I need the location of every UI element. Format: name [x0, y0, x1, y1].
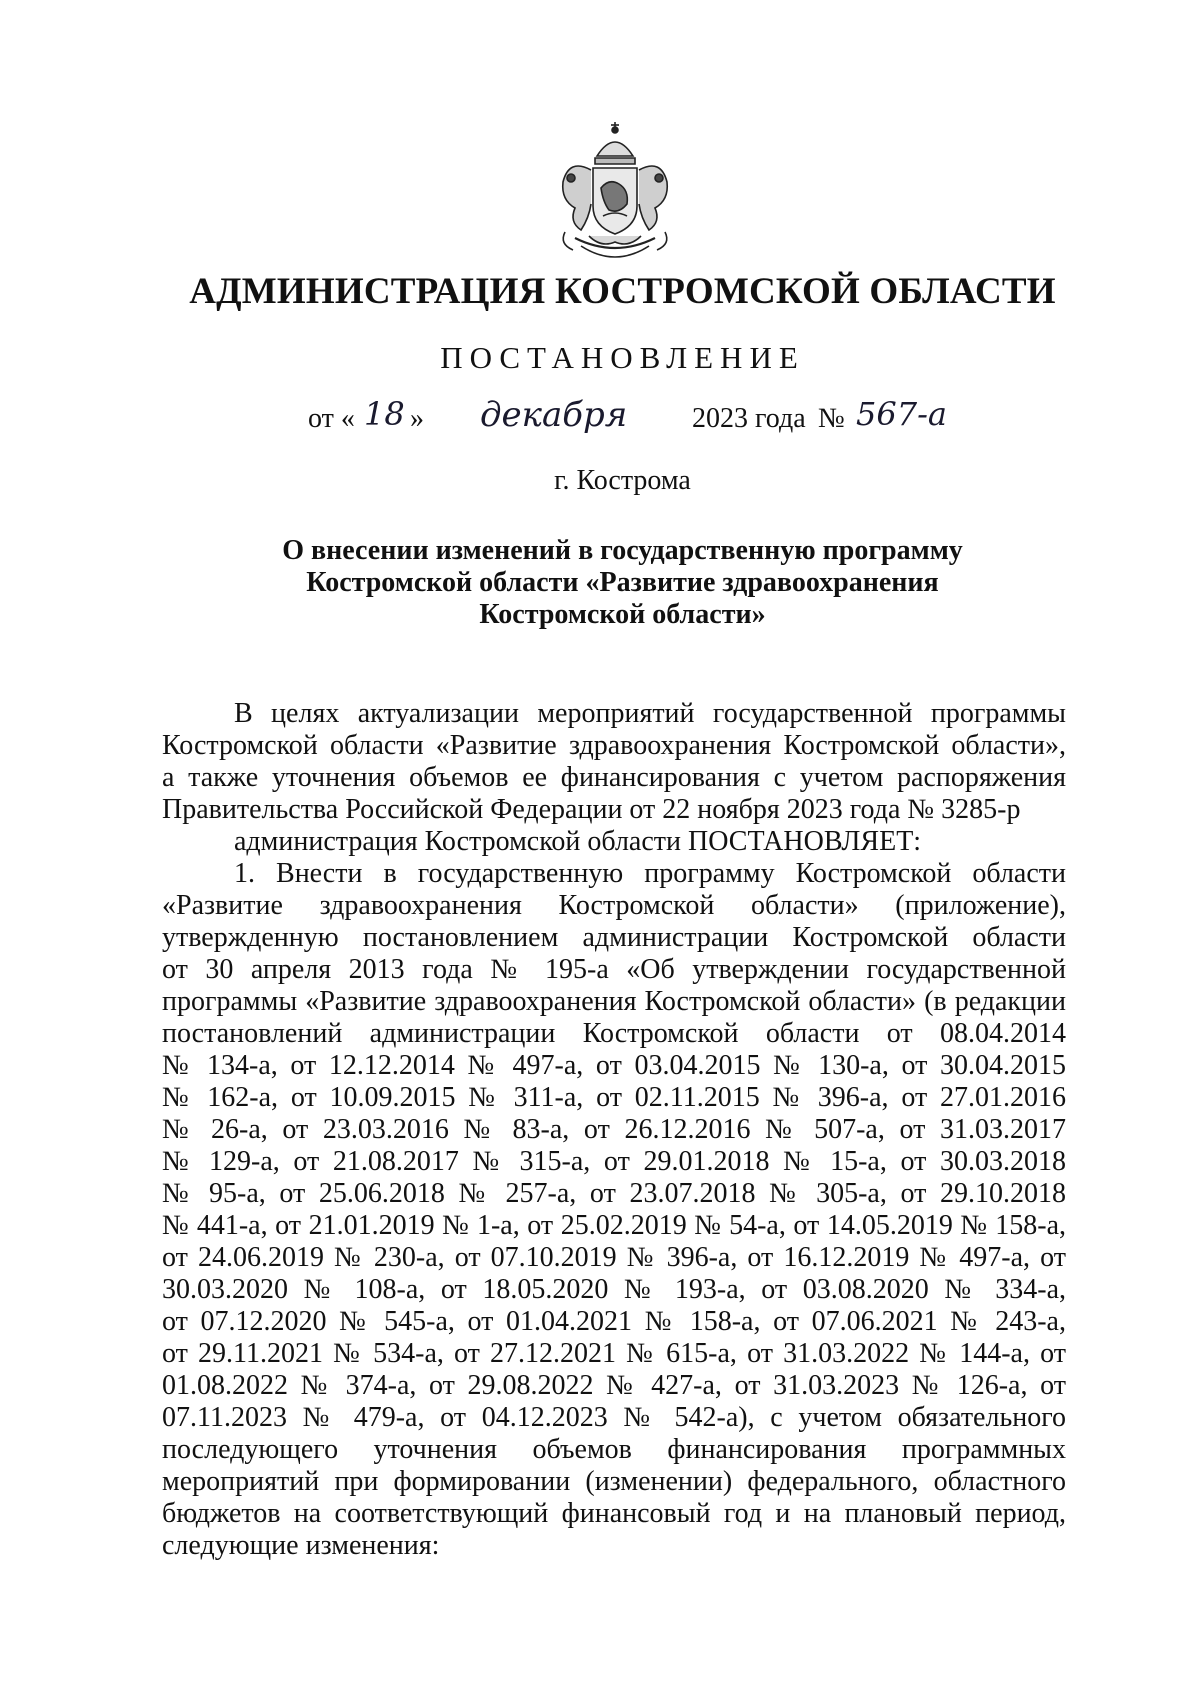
body-line: № 95-а, от 25.06.2018 № 257-а, от 23.07.2018 № 305-а, от 29.10.2018	[162, 1178, 1066, 1209]
document-subject	[0, 535, 1200, 631]
body-line: Правительства Российской Федерации от 22 ноября 2023 года № 3285-р	[162, 794, 1021, 825]
city: г. Кострома	[554, 465, 691, 496]
body-line: последующего уточнения объемов финансирования программных	[162, 1434, 1066, 1465]
body-line: 30.03.2020 № 108-а, от 18.05.2020 № 193-а, от 03.08.2020 № 334-а,	[162, 1274, 1066, 1305]
organization-title: АДМИНИСТРАЦИЯ КОСТРОМСКОЙ ОБЛАСТИ	[189, 271, 1056, 312]
document-type: ПОСТАНОВЛЕНИЕ	[440, 340, 805, 375]
document-number: 567-а	[856, 395, 947, 433]
body-line: 01.08.2022 № 374-а, от 29.08.2022 № 427-а, от 31.03.2023 № 126-а, от	[162, 1370, 1066, 1401]
body-line: а также уточнения объемов ее финансирования с учетом распоряжения	[162, 762, 1066, 793]
body-line: от 30 апреля 2013 года № 195-а «Об утверждении государственной	[162, 954, 1066, 985]
date-year: 2023 года	[692, 403, 806, 434]
coat-of-arms-icon	[545, 118, 685, 278]
body-line: № 26-а, от 23.03.2016 № 83-а, от 26.12.2016 № 507-а, от 31.03.2017	[162, 1114, 1066, 1145]
body-line: от 07.12.2020 № 545-а, от 01.04.2021 № 158-а, от 07.06.2021 № 243-а,	[162, 1306, 1066, 1337]
date-day: 18	[364, 395, 405, 433]
body-line: Костромской области «Развитие здравоохранения Костромской области»,	[162, 730, 1066, 761]
body-line: № 441-а, от 21.01.2019 № 1-а, от 25.02.2019 № 54-а, от 14.05.2019 № 158-а,	[162, 1210, 1066, 1241]
body-line: № 134-а, от 12.12.2014 № 497-а, от 03.04.2015 № 130-а, от 30.04.2015	[162, 1050, 1066, 1081]
body-line: В целях актуализации мероприятий государственной программы	[234, 698, 1066, 729]
body-line: утвержденную постановлением администрации Костромской области	[162, 922, 1066, 953]
body-line: постановлений администрации Костромской области от 08.04.2014	[162, 1018, 1066, 1049]
body-line: бюджетов на соответствующий финансовый год и на плановый период,	[162, 1498, 1066, 1529]
subject-line: Костромской области «Развитие здравоохранения	[306, 567, 939, 598]
date-day-close: »	[410, 403, 424, 434]
body-line: 07.11.2023 № 479-а, от 04.12.2023 № 542-а), с учетом обязательного	[162, 1402, 1066, 1433]
body-line: мероприятий при формировании (изменении) федерального, областного	[162, 1466, 1066, 1497]
body-line: от 24.06.2019 № 230-а, от 07.10.2019 № 396-а, от 16.12.2019 № 497-а, от	[162, 1242, 1066, 1273]
body-line: администрация Костромской области ПОСТАНОВЛЯЕТ:	[234, 826, 922, 857]
body-line: от 29.11.2021 № 534-а, от 27.12.2021 № 615-а, от 31.03.2022 № 144-а, от	[162, 1338, 1066, 1369]
number-prefix: №	[818, 403, 845, 434]
date-month: декабря	[480, 395, 628, 435]
body-line: № 162-а, от 10.09.2015 № 311-а, от 02.11.2015 № 396-а, от 27.01.2016	[162, 1082, 1066, 1113]
body-line: следующие изменения:	[162, 1530, 440, 1561]
subject-line: Костромской области»	[479, 599, 766, 630]
body-line: 1. Внести в государственную программу Костромской области	[234, 858, 1066, 889]
body-line: № 129-а, от 21.08.2017 № 315-а, от 29.01.2018 № 15-а, от 30.03.2018	[162, 1146, 1066, 1177]
date-prefix: от «	[308, 403, 355, 434]
body-line: программы «Развитие здравоохранения Костромской области» (в редакции	[162, 986, 1066, 1017]
body-line: «Развитие здравоохранения Костромской области» (приложение),	[162, 890, 1066, 921]
subject-line: О внесении изменений в государственную программу	[282, 535, 963, 566]
document-body	[162, 698, 1066, 1562]
